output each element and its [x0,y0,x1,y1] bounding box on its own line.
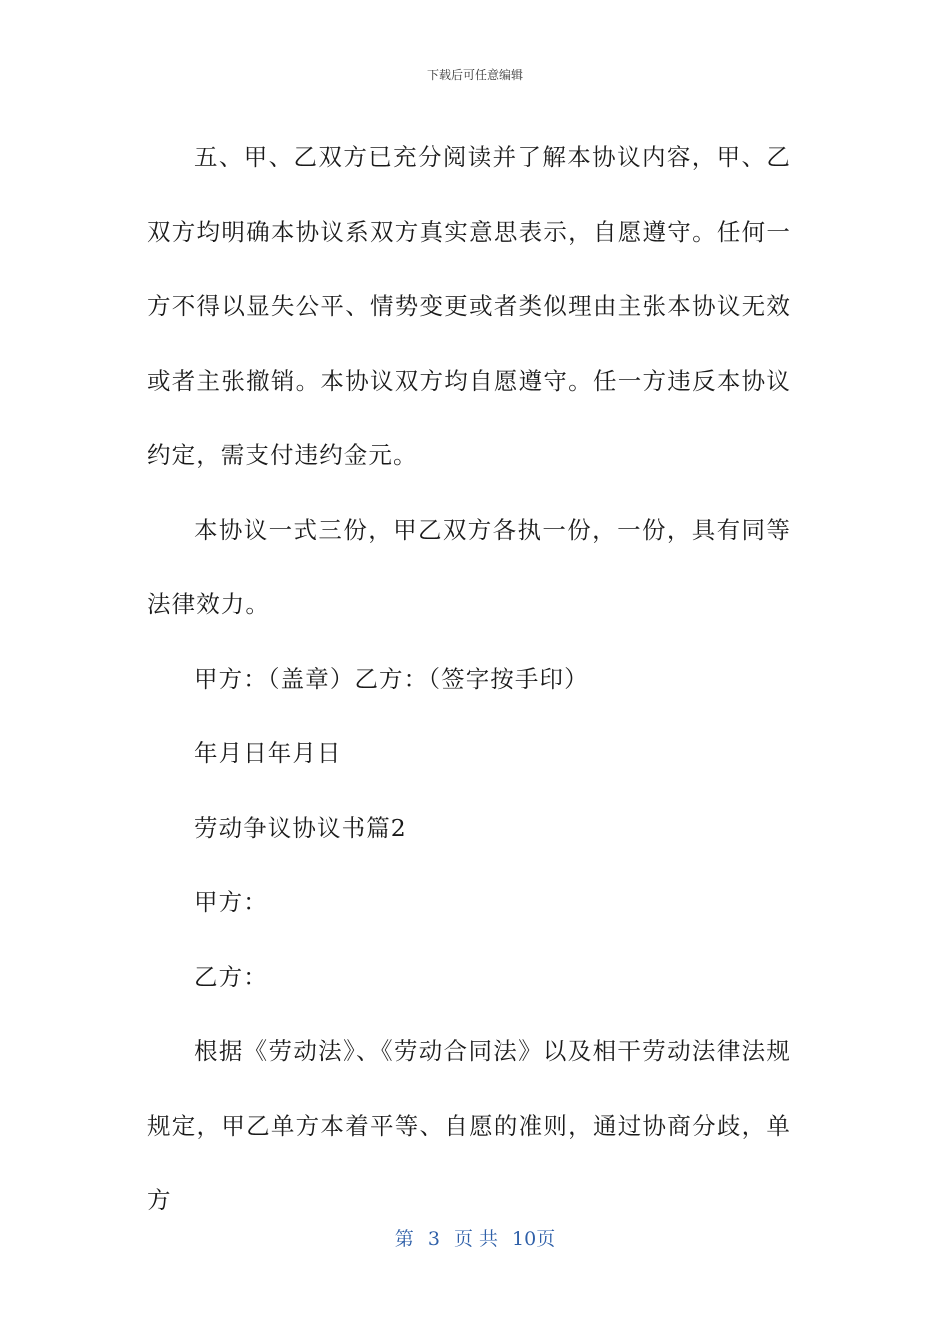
party-a-line: 甲方： [194,888,268,916]
party-b-line: 乙方： [194,962,268,991]
page-footer [0,1224,950,1251]
section-title: 劳动争议协议书篇2 [194,813,407,842]
paragraph-clause-five: 五、甲、乙双方已充分阅读并了解本协议内容，甲、乙双方均明确本协议系双方真实意思表示，自愿遵守。任何一方不得以显失公平、情势变更或者类似理由主张本协议无效或者主张撤销。本协议双方均自愿遵守。任一方违反本协议约定，需支付违约金元。 [147,143,791,469]
footer-middle: 页 共 [453,1228,498,1250]
document-body [147,120,791,1238]
total-pages: 10页 [512,1228,556,1250]
header-note: 下载后可任意编辑 [426,68,523,82]
date-line: 年月日年月日 [194,739,342,767]
current-page-number: 3 [427,1228,440,1250]
paragraph-copies: 本协议一式三份，甲乙双方各执一份，一份，具有同等法律效力。 [147,515,791,618]
footer-prefix: 第 [394,1228,414,1250]
signature-line: 甲方：（盖章）乙方：（签字按手印） [194,664,589,693]
paragraph-legal-basis: 根据《劳动法》、《劳动合同法》以及相干劳动法律法规规定，甲乙单方本着平等、自愿的准则，通过协商分歧，单方 [147,1037,791,1214]
